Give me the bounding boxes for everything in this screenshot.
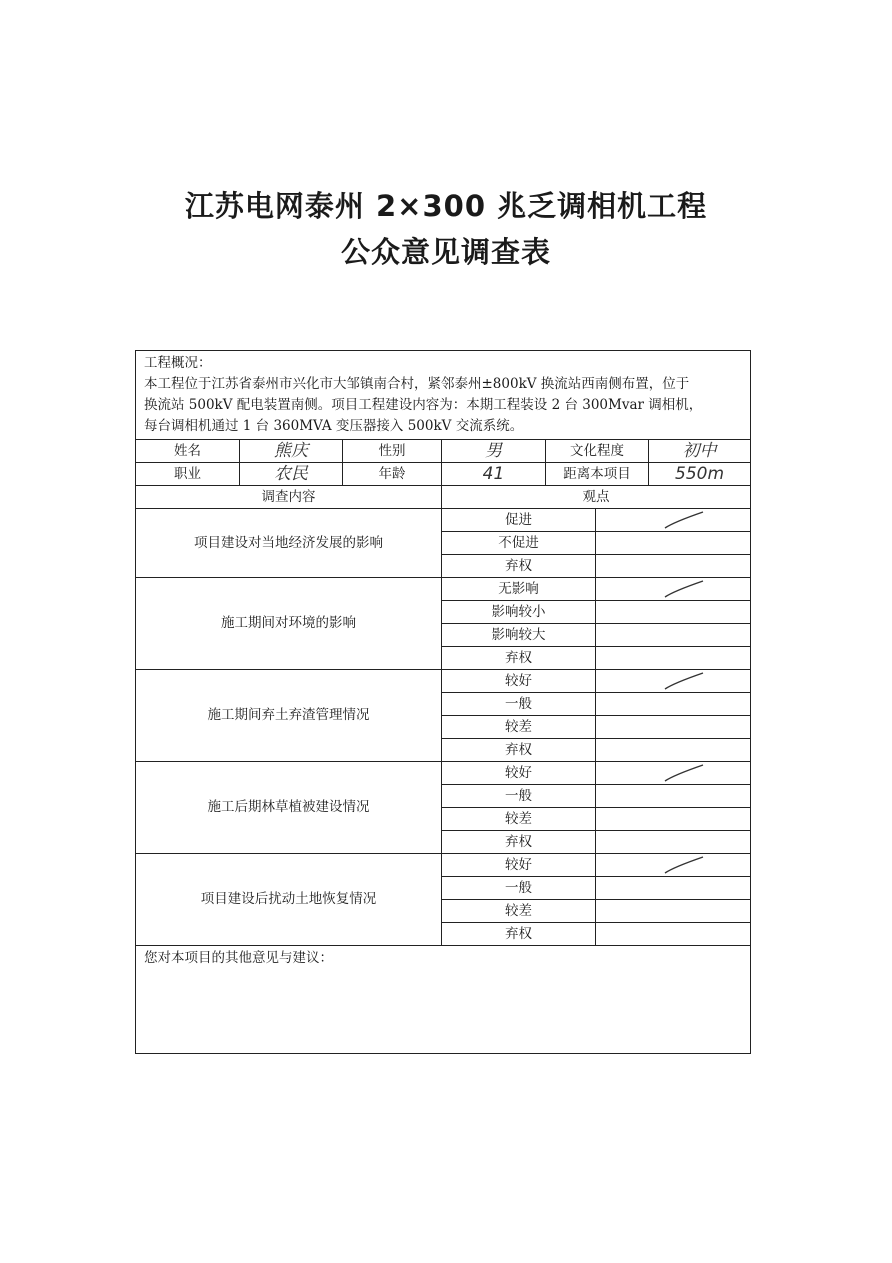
survey-option-mark-cell[interactable]	[596, 923, 751, 946]
survey-option-label: 影响较小	[442, 601, 596, 624]
check-mark-icon	[662, 763, 706, 783]
distance-label: 距离本项目	[546, 463, 649, 486]
survey-option-row	[136, 578, 751, 601]
check-mark-icon	[662, 855, 706, 875]
survey-option-label: 较差	[442, 808, 596, 831]
survey-option-mark-cell[interactable]	[596, 624, 751, 647]
overview-heading: 工程概况：	[144, 355, 212, 371]
name-value[interactable]: 熊庆	[240, 440, 343, 463]
survey-option-label: 弃权	[442, 555, 596, 578]
project-overview	[136, 351, 751, 440]
survey-option-mark-cell[interactable]	[596, 808, 751, 831]
survey-option-mark-cell[interactable]	[596, 555, 751, 578]
survey-option-label: 较好	[442, 854, 596, 877]
survey-option-label: 较差	[442, 900, 596, 923]
survey-option-label: 促进	[442, 509, 596, 532]
survey-option-label: 较差	[442, 716, 596, 739]
overview-line: 换流站 500kV 配电装置南侧。项目工程建设内容为：本期工程装设 2 台 300Mvar 调相机，	[144, 397, 703, 413]
survey-option-row	[136, 509, 751, 532]
survey-option-mark-cell[interactable]	[596, 509, 751, 532]
survey-topic: 项目建设后扰动土地恢复情况	[136, 854, 442, 946]
gender-value[interactable]: 男	[442, 440, 546, 463]
survey-option-mark-cell[interactable]	[596, 532, 751, 555]
survey-option-label: 弃权	[442, 831, 596, 854]
name-label: 姓名	[136, 440, 240, 463]
survey-topic: 施工后期林草植被建设情况	[136, 762, 442, 854]
survey-option-label: 影响较大	[442, 624, 596, 647]
survey-option-label: 弃权	[442, 739, 596, 762]
survey-option-mark-cell[interactable]	[596, 900, 751, 923]
survey-option-row	[136, 854, 751, 877]
survey-content-header: 调查内容	[136, 486, 442, 509]
survey-option-mark-cell[interactable]	[596, 578, 751, 601]
survey-topic: 项目建设对当地经济发展的影响	[136, 509, 442, 578]
survey-option-mark-cell[interactable]	[596, 762, 751, 785]
survey-option-mark-cell[interactable]	[596, 877, 751, 900]
survey-option-row	[136, 762, 751, 785]
survey-option-label: 无影响	[442, 578, 596, 601]
survey-option-label: 较好	[442, 670, 596, 693]
survey-option-mark-cell[interactable]	[596, 601, 751, 624]
survey-opinion-header: 观点	[442, 486, 751, 509]
check-mark-icon	[662, 671, 706, 691]
survey-option-mark-cell[interactable]	[596, 670, 751, 693]
overview-line: 本工程位于江苏省泰州市兴化市大邹镇南合村，紧邻泰州±800kV 换流站西南侧布置，位于	[144, 376, 690, 392]
survey-topic: 施工期间对环境的影响	[136, 578, 442, 670]
age-value[interactable]: 41	[442, 463, 546, 486]
document-subtitle: 公众意见调查表	[340, 235, 551, 269]
survey-option-label: 较好	[442, 762, 596, 785]
survey-option-label: 一般	[442, 693, 596, 716]
occupation-value[interactable]: 农民	[240, 463, 343, 486]
document-title: 江苏电网泰州 2×300 兆乏调相机工程	[184, 189, 708, 223]
occupation-label: 职业	[136, 463, 240, 486]
age-label: 年龄	[343, 463, 442, 486]
survey-option-mark-cell[interactable]	[596, 716, 751, 739]
distance-value[interactable]: 550m	[649, 463, 751, 486]
education-value[interactable]: 初中	[649, 440, 751, 463]
remarks-label: 您对本项目的其他意见与建议：	[144, 950, 333, 966]
check-mark-icon	[662, 579, 706, 599]
survey-option-mark-cell[interactable]	[596, 854, 751, 877]
survey-option-label: 一般	[442, 785, 596, 808]
survey-option-mark-cell[interactable]	[596, 739, 751, 762]
survey-form-table	[135, 350, 751, 1054]
gender-label: 性别	[343, 440, 442, 463]
survey-option-mark-cell[interactable]	[596, 693, 751, 716]
overview-line: 每台调相机通过 1 台 360MVA 变压器接入 500kV 交流系统。	[144, 418, 524, 434]
survey-option-mark-cell[interactable]	[596, 785, 751, 808]
survey-option-mark-cell[interactable]	[596, 647, 751, 670]
education-label: 文化程度	[546, 440, 649, 463]
check-mark-icon	[662, 510, 706, 530]
survey-option-label: 弃权	[442, 647, 596, 670]
survey-option-label: 一般	[442, 877, 596, 900]
survey-option-label: 不促进	[442, 532, 596, 555]
survey-option-row	[136, 670, 751, 693]
survey-option-label: 弃权	[442, 923, 596, 946]
remarks-field[interactable]	[136, 946, 751, 1054]
survey-topic: 施工期间弃土弃渣管理情况	[136, 670, 442, 762]
survey-option-mark-cell[interactable]	[596, 831, 751, 854]
